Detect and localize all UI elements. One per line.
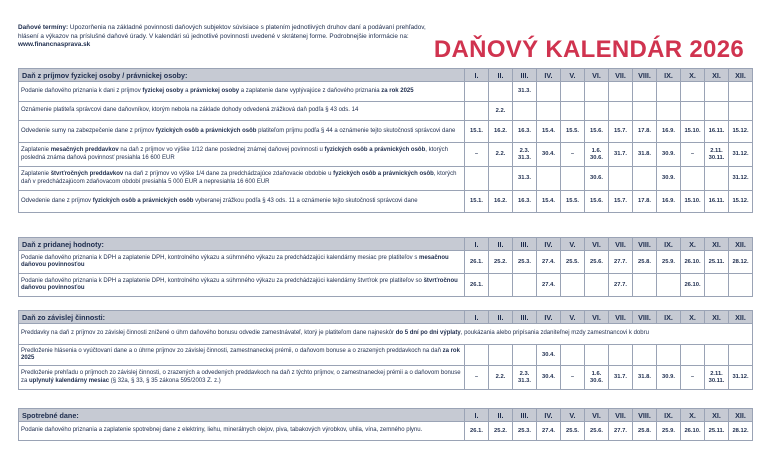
deadline-cell: 26.10.: [681, 422, 705, 441]
deadline-cell: [561, 102, 585, 121]
month-header: III.: [513, 409, 537, 422]
deadline-cell: –: [681, 366, 705, 390]
deadline-cell: 2.11. 30.11.: [705, 366, 729, 390]
deadline-cell: –: [465, 143, 489, 167]
deadline-cell: 2.3. 31.3.: [513, 143, 537, 167]
table-row: [19, 191, 753, 213]
deadline-cell: 25.3.: [513, 422, 537, 441]
deadline-cell: 2.3. 31.3.: [513, 366, 537, 390]
deadline-cell: [705, 82, 729, 102]
deadline-cell: 27.7.: [609, 251, 633, 274]
deadline-cell: [609, 82, 633, 102]
calendar-table: [18, 68, 753, 213]
table-row: [19, 324, 753, 345]
month-header: IV.: [537, 311, 561, 324]
section-title: Daň z pridanej hodnoty:: [19, 238, 465, 251]
obligation-description: Podanie daňového priznania k DPH a zaplatenie DPH, kontrolného výkazu a súhrnného výkazu za predchádzajúci kalendárny štvrťrok pre platiteľov so štvrťročnou daňovou povinnosťou: [19, 274, 465, 297]
month-header: I.: [465, 409, 489, 422]
deadline-cell: [537, 167, 561, 191]
deadline-cell: 2.2.: [489, 366, 513, 390]
deadline-cell: 2.11. 30.11.: [705, 143, 729, 167]
deadline-cell: [681, 345, 705, 366]
deadline-cell: 30.4.: [537, 345, 561, 366]
deadline-cell: 31.7.: [609, 143, 633, 167]
deadline-cell: 15.1.: [465, 121, 489, 143]
month-header: IX.: [657, 69, 681, 82]
deadline-cell: 31.8.: [633, 366, 657, 390]
deadline-cell: 15.6.: [585, 191, 609, 213]
section-title: Daň zo závislej činnosti:: [19, 311, 465, 324]
deadline-cell: [681, 82, 705, 102]
month-header: I.: [465, 311, 489, 324]
month-header: VI.: [585, 409, 609, 422]
month-header: I.: [465, 69, 489, 82]
calendar-table: [18, 310, 753, 390]
table-row: [19, 274, 753, 297]
month-header: II.: [489, 69, 513, 82]
month-header: IX.: [657, 238, 681, 251]
deadline-cell: [513, 274, 537, 297]
deadline-cell: [585, 82, 609, 102]
month-header: IV.: [537, 409, 561, 422]
month-header: V.: [561, 311, 585, 324]
deadline-cell: 25.11.: [705, 422, 729, 441]
calendar-table: [18, 408, 753, 441]
deadline-cell: [633, 82, 657, 102]
deadline-cell: 15.7.: [609, 191, 633, 213]
deadline-cell: –: [561, 143, 585, 167]
section-2: [18, 237, 752, 297]
month-header: II.: [489, 311, 513, 324]
deadline-cell: 16.11.: [705, 121, 729, 143]
month-header: VIII.: [633, 311, 657, 324]
deadline-cell: 16.3.: [513, 191, 537, 213]
deadline-cell: 17.8.: [633, 121, 657, 143]
month-header: III.: [513, 311, 537, 324]
deadline-cell: 31.12.: [729, 167, 753, 191]
deadline-cell: [633, 102, 657, 121]
obligation-description: Odvedenie sumy na zabezpečenie dane z príjmov fyzických osôb a právnických osôb platiteľom príjmu podľa § 44 a oznámenie tejto skutočnosti správcovi dane: [19, 121, 465, 143]
deadline-cell: [465, 82, 489, 102]
month-header: XII.: [729, 311, 753, 324]
deadline-cell: 31.12.: [729, 143, 753, 167]
section-title: Daň z príjmov fyzickej osoby / právnickej osoby:: [19, 69, 465, 82]
deadline-cell: [585, 102, 609, 121]
obligation-description: Zaplatenie štvrťročných preddavkov na daň z príjmov vo výške 1/4 dane za predchádzajúce zdaňovacie obdobie u fyzických osôb a právnických osôb, ktorých daň v predchádzajúcom zdaňovacom období presiahla 5 000 EUR a nepresiahla 16 600 EUR: [19, 167, 465, 191]
deadline-cell: [561, 167, 585, 191]
obligation-description: Odvedenie dane z príjmov fyzických osôb a právnických osôb vyberanej zrážkou podľa § 43 ods. 11 a oznámenie tejto skutočnosti správcovi dane: [19, 191, 465, 213]
deadline-cell: 15.1.: [465, 191, 489, 213]
section-header-row: [19, 238, 753, 251]
deadline-cell: [657, 82, 681, 102]
deadline-cell: 30.6.: [585, 167, 609, 191]
deadline-cell: 30.4.: [537, 366, 561, 390]
deadline-cell: 15.6.: [585, 121, 609, 143]
deadline-cell: 15.12.: [729, 121, 753, 143]
month-header: XI.: [705, 311, 729, 324]
deadline-cell: 25.11.: [705, 251, 729, 274]
table-row: [19, 422, 753, 441]
month-header: V.: [561, 69, 585, 82]
deadline-cell: 15.4.: [537, 121, 561, 143]
deadline-cell: 31.3.: [513, 167, 537, 191]
month-header: III.: [513, 69, 537, 82]
month-header: VIII.: [633, 409, 657, 422]
deadline-cell: 30.9.: [657, 366, 681, 390]
table-row: [19, 345, 753, 366]
month-header: VII.: [609, 311, 633, 324]
deadline-cell: 28.12.: [729, 422, 753, 441]
deadline-cell: [657, 345, 681, 366]
month-header: XII.: [729, 409, 753, 422]
deadline-cell: [609, 345, 633, 366]
deadline-cell: 15.5.: [561, 191, 585, 213]
deadline-cell: 30.4.: [537, 143, 561, 167]
header: [18, 24, 758, 66]
month-header: XI.: [705, 409, 729, 422]
section-header-row: [19, 69, 753, 82]
month-header: VI.: [585, 69, 609, 82]
deadline-cell: 27.4.: [537, 422, 561, 441]
month-header: X.: [681, 311, 705, 324]
deadline-cell: 25.6.: [585, 422, 609, 441]
obligation-description: Podanie daňového priznania a zaplatenie spotrebnej dane z elektriny, liehu, minerálnych olejov, piva, tabakových výrobkov, uhlia, vína, zemného plynu.: [19, 422, 465, 441]
deadline-cell: [585, 274, 609, 297]
deadline-cell: [537, 102, 561, 121]
obligation-description: Podanie daňového priznania k dani z príjmov fyzickej osoby a právnickej osoby a zaplatenie dane vyplývajúce z daňového priznania za rok 2025: [19, 82, 465, 102]
deadline-cell: 15.7.: [609, 121, 633, 143]
table-row: [19, 167, 753, 191]
deadline-cell: 17.8.: [633, 191, 657, 213]
month-header: VI.: [585, 238, 609, 251]
intro-label: Daňové termíny:: [18, 24, 69, 31]
deadline-cell: 27.7.: [609, 422, 633, 441]
deadline-cell: [633, 274, 657, 297]
month-header: I.: [465, 238, 489, 251]
deadline-cell: 25.5.: [561, 422, 585, 441]
deadline-cell: [609, 102, 633, 121]
month-header: X.: [681, 69, 705, 82]
deadline-cell: 25.2.: [489, 422, 513, 441]
month-header: IX.: [657, 311, 681, 324]
obligation-description: Oznámenie platiteľa správcovi dane daňovníkov, ktorým nebola na základe dohody odvedená zrážková daň podľa § 43 ods. 14: [19, 102, 465, 121]
month-header: VII.: [609, 69, 633, 82]
month-header: II.: [489, 409, 513, 422]
deadline-cell: [465, 102, 489, 121]
deadline-cell: 15.4.: [537, 191, 561, 213]
obligation-description: Podanie daňového priznania k DPH a zaplatenie DPH, kontrolného výkazu a súhrnného výkazu za predchádzajúci kalendárny mesiac pre platiteľov s mesačnou daňovou povinnosťou: [19, 251, 465, 274]
deadline-cell: 26.10.: [681, 274, 705, 297]
deadline-cell: 16.3.: [513, 121, 537, 143]
deadline-cell: 15.12.: [729, 191, 753, 213]
deadline-cell: –: [681, 143, 705, 167]
deadline-cell: 25.9.: [657, 422, 681, 441]
table-row: [19, 121, 753, 143]
deadline-cell: [729, 82, 753, 102]
deadline-cell: 1.6. 30.6.: [585, 143, 609, 167]
month-header: III.: [513, 238, 537, 251]
section-header-row: [19, 409, 753, 422]
deadline-cell: [561, 274, 585, 297]
deadline-cell: 25.6.: [585, 251, 609, 274]
section-3: [18, 310, 752, 390]
deadline-cell: [633, 167, 657, 191]
deadline-cell: [633, 345, 657, 366]
deadline-cell: 31.8.: [633, 143, 657, 167]
month-header: VIII.: [633, 238, 657, 251]
deadline-cell: 15.5.: [561, 121, 585, 143]
deadline-cell: [513, 345, 537, 366]
month-header: V.: [561, 238, 585, 251]
deadline-cell: [729, 345, 753, 366]
deadline-cell: [585, 345, 609, 366]
deadline-cell: 25.8.: [633, 251, 657, 274]
deadline-cell: [729, 274, 753, 297]
deadline-cell: 28.12.: [729, 251, 753, 274]
month-header: XII.: [729, 238, 753, 251]
deadline-cell: [705, 102, 729, 121]
deadline-cell: [729, 102, 753, 121]
deadline-cell: 26.10.: [681, 251, 705, 274]
deadline-cell: 2.2.: [489, 143, 513, 167]
deadline-cell: [465, 345, 489, 366]
deadline-cell: 30.9.: [657, 167, 681, 191]
deadline-cell: [681, 102, 705, 121]
deadline-cell: 1.6. 30.6.: [585, 366, 609, 390]
table-row: [19, 143, 753, 167]
deadline-cell: 26.1.: [465, 274, 489, 297]
deadline-cell: 16.11.: [705, 191, 729, 213]
deadline-cell: 2.2.: [489, 102, 513, 121]
calendar-table: [18, 237, 753, 297]
deadline-cell: [513, 102, 537, 121]
month-header: XI.: [705, 238, 729, 251]
deadline-cell: 25.9.: [657, 251, 681, 274]
deadline-cell: –: [561, 366, 585, 390]
deadline-cell: 25.5.: [561, 251, 585, 274]
deadline-cell: [465, 167, 489, 191]
obligation-description: Preddavky na daň z príjmov zo závislej činnosti znížené o úhrn daňového bonusu odvedie zamestnávateľ, ktorý je platiteľom dane najneskôr do 5 dní po dni výplaty, poukázania alebo pripísania zdaniteľnej mzdy zamestnancovi k dobru: [19, 324, 753, 345]
table-row: [19, 102, 753, 121]
deadline-cell: 27.4.: [537, 274, 561, 297]
month-header: VIII.: [633, 69, 657, 82]
deadline-cell: 26.1.: [465, 251, 489, 274]
deadline-cell: –: [465, 366, 489, 390]
deadline-cell: [489, 274, 513, 297]
obligation-description: Predloženie prehľadu o príjmoch zo závislej činnosti, o zrazených a odvedených preddavkoch na daň z týchto príjmov, o zamestnaneckej prémii a o daňovom bonuse za uplynulý kalendárny mesiac (§ 32a, § 33, § 35 zákona 595/2003 Z. z.): [19, 366, 465, 390]
deadline-cell: 25.3.: [513, 251, 537, 274]
deadline-cell: [657, 102, 681, 121]
month-header: XI.: [705, 69, 729, 82]
deadline-cell: 25.8.: [633, 422, 657, 441]
section-4: [18, 408, 752, 441]
month-header: IV.: [537, 238, 561, 251]
table-row: [19, 82, 753, 102]
intro-body: Upozorňenia na základné povinnosti daňových subjektov súvisiace s platením jednotlivých druhov daní a podávaní prehľadov, hlásení a výkazov na príslušné daňové úrady. V kalendári sú jednotlivé povinnosti uvedené v skrátenej forme. Podrobnejšie informácie na:: [18, 24, 426, 40]
deadline-cell: 15.10.: [681, 121, 705, 143]
deadline-cell: 16.2.: [489, 191, 513, 213]
deadline-cell: [561, 82, 585, 102]
intro-text: [18, 24, 433, 50]
deadline-cell: 26.1.: [465, 422, 489, 441]
deadline-cell: [489, 345, 513, 366]
deadline-cell: 15.10.: [681, 191, 705, 213]
deadline-cell: 16.2.: [489, 121, 513, 143]
deadline-cell: 31.7.: [609, 366, 633, 390]
section-1: [18, 68, 752, 213]
month-header: X.: [681, 409, 705, 422]
deadline-cell: 30.9.: [657, 143, 681, 167]
deadline-cell: [657, 274, 681, 297]
deadline-cell: [681, 167, 705, 191]
section-title: Spotrebné dane:: [19, 409, 465, 422]
month-header: VII.: [609, 238, 633, 251]
deadline-cell: [705, 274, 729, 297]
obligation-description: Predloženie hlásenia o vyúčtovaní dane a o úhrne príjmov zo závislej činnosti, zamestnaneckej prémii, o daňovom bonuse a o zrazených preddavkoch na daň za rok 2025: [19, 345, 465, 366]
deadline-cell: [489, 167, 513, 191]
month-header: V.: [561, 409, 585, 422]
deadline-cell: 25.2.: [489, 251, 513, 274]
table-row: [19, 251, 753, 274]
section-header-row: [19, 311, 753, 324]
deadline-cell: [537, 82, 561, 102]
deadline-cell: 27.4.: [537, 251, 561, 274]
month-header: IV.: [537, 69, 561, 82]
page-title: DAŇOVÝ KALENDÁR 2026: [433, 36, 744, 63]
deadline-cell: [705, 167, 729, 191]
deadline-cell: [609, 167, 633, 191]
month-header: IX.: [657, 409, 681, 422]
month-header: II.: [489, 238, 513, 251]
deadline-cell: 16.9.: [657, 191, 681, 213]
table-row: [19, 366, 753, 390]
deadline-cell: 31.12.: [729, 366, 753, 390]
month-header: VII.: [609, 409, 633, 422]
deadline-cell: 16.9.: [657, 121, 681, 143]
deadline-cell: 31.3.: [513, 82, 537, 102]
deadline-cell: [561, 345, 585, 366]
deadline-cell: [705, 345, 729, 366]
website-link[interactable]: www.financnasprava.sk: [18, 41, 91, 49]
deadline-cell: 27.7.: [609, 274, 633, 297]
month-header: VI.: [585, 311, 609, 324]
deadline-cell: [489, 82, 513, 102]
month-header: X.: [681, 238, 705, 251]
obligation-description: Zaplatenie mesačných preddavkov na daň z príjmov vo výške 1/12 dane poslednej známej daňovej povinnosti u fyzických osôb a právnických osôb, ktorých posledná známa daňová povinnosť presiahla 16 600 EUR: [19, 143, 465, 167]
month-header: XII.: [729, 69, 753, 82]
